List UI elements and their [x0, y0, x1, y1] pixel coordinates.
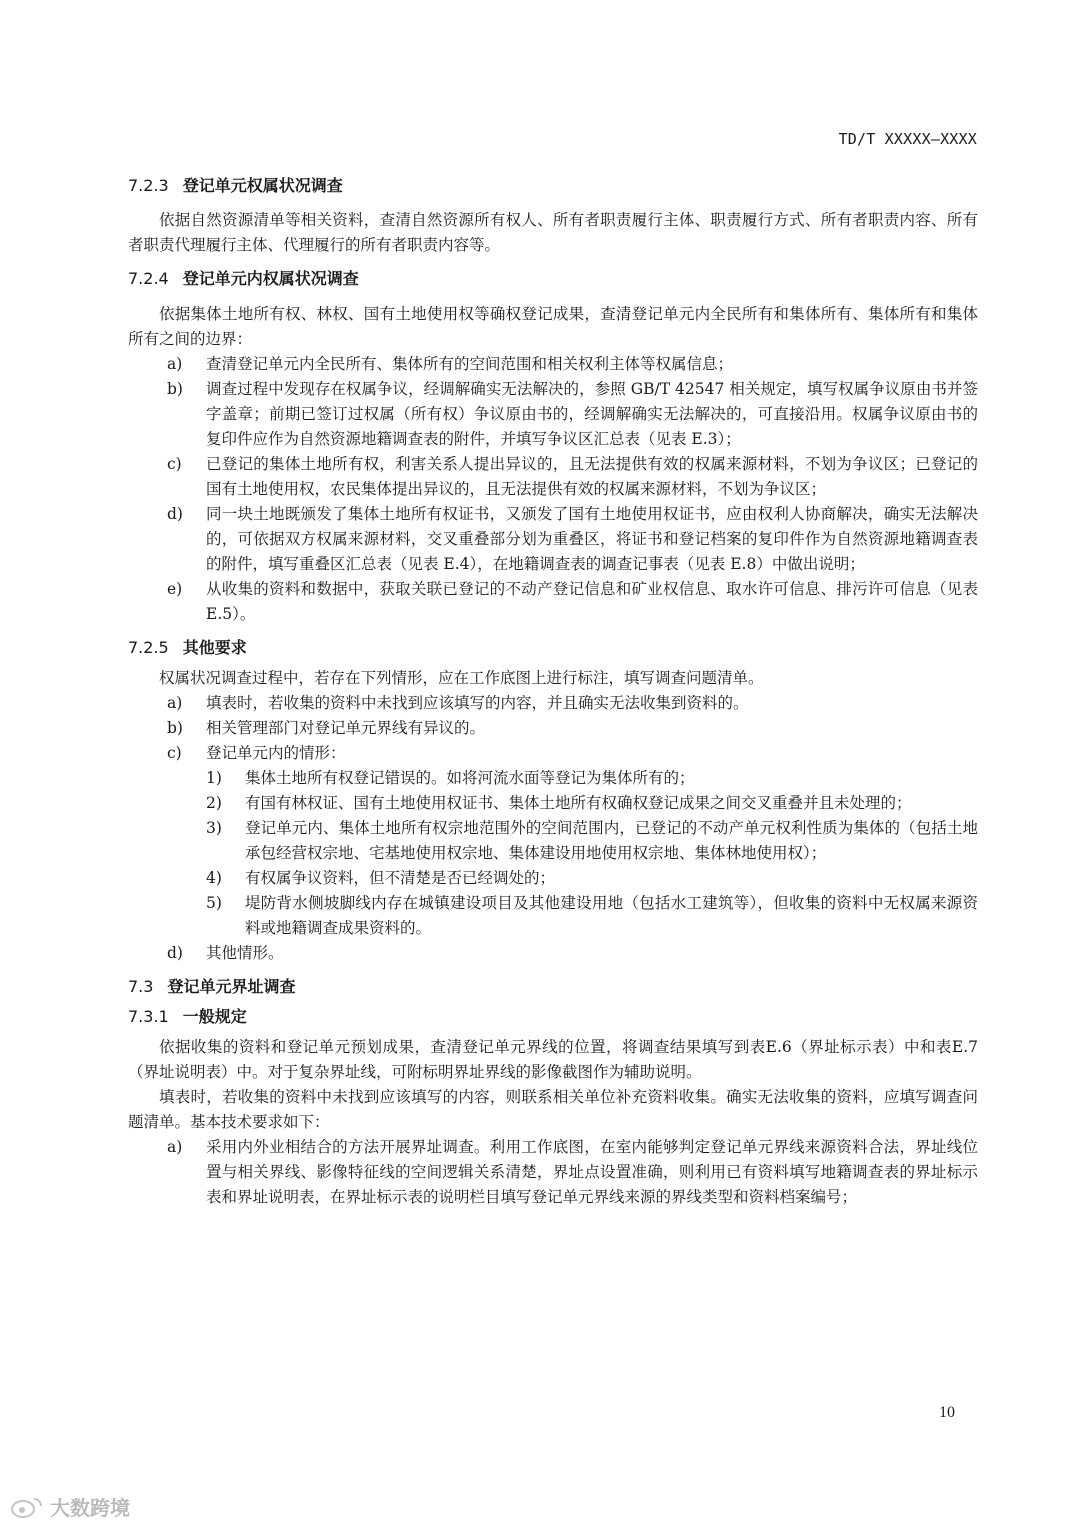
sub-list-item — [206, 891, 978, 941]
section-title: 一般规定 — [182, 1007, 247, 1026]
list-text: 采用内外业相结合的方法开展界址调查。利用工作底图，在室内能够判定登记单元界线来源资料合法，界址线位置与相关界线、影像特征线的空间逻辑关系清楚，界址点设置准确，则利用已有资料填写地籍调查表的界址标示表和界址说明表，在界址标示表的说明栏目填写登记单元界线来源的界线类型和资料档案编号； — [206, 1138, 978, 1206]
sub-list-item — [206, 866, 978, 891]
section-title: 登记单元界址调查 — [167, 977, 296, 996]
weibo-logo-icon — [10, 1495, 44, 1519]
paragraph: 权属状况调查过程中，若存在下列情形，应在工作底图上进行标注，填写调查问题清单。 — [159, 669, 764, 687]
list-text: 其他情形。 — [206, 944, 284, 962]
list-marker: a) — [167, 694, 183, 712]
list-text: 查清登记单元内全民所有、集体所有的空间范围和相关权利主体等权属信息； — [206, 355, 734, 373]
list-marker: c) — [167, 455, 182, 473]
list-marker: d) — [167, 505, 183, 523]
paragraph: 填表时，若收集的资料中未找到应该填写的内容，则联系相关单位补充资料收集。确实无法收集的资料，应填写调查问题清单。基本技术要求如下： — [128, 1088, 978, 1131]
list-item — [167, 377, 978, 452]
page-number: 10 — [939, 1404, 955, 1421]
paragraph: 依据集体土地所有权、林权、国有土地使用权等确权登记成果，查清登记单元内全民所有和集体所有、集体所有和集体所有之间的边界： — [128, 305, 978, 348]
list-item — [167, 352, 978, 377]
list-text: 已登记的集体土地所有权，利害关系人提出异议的，且无法提供有效的权属来源材料，不划为争议区；已登记的国有土地使用权，农民集体提出异议的，且无法提供有效的权属来源材料，不划为争议区； — [206, 455, 978, 498]
section-heading-7-2-3 — [128, 174, 978, 198]
list-item — [167, 452, 978, 502]
section-title: 登记单元内权属状况调查 — [182, 269, 359, 288]
list-marker: a) — [167, 1138, 183, 1156]
section-number: 7.2.5 — [128, 638, 169, 657]
list-text: 同一块土地既颁发了集体土地所有权证书，又颁发了国有土地使用权证书，应由权利人协商解决，确实无法解决的，可依据双方权属来源材料，交叉重叠部分划为重叠区，将证书和登记档案的复印件作为自然资源地籍调查表的附件，填写重叠区汇总表（见表 E.4），在地籍调查表的调查记事表（见表 E.8）中做出说明； — [206, 505, 978, 573]
list-marker: a) — [167, 355, 183, 373]
list-marker: b) — [167, 380, 183, 398]
list-marker: 1) — [206, 769, 222, 787]
list-text: 从收集的资料和数据中，获取关联已登记的不动产登记信息和矿业权信息、取水许可信息、排污许可信息（见表 E.5）。 — [206, 580, 978, 623]
section-heading-7-3 — [128, 975, 978, 999]
document-code: TD/T XXXXX—XXXX — [838, 130, 977, 148]
list-marker: c) — [167, 744, 182, 762]
list-text: 集体土地所有权登记错误的。如将河流水面等登记为集体所有的； — [245, 769, 695, 787]
list-text: 填表时，若收集的资料中未找到应该填写的内容，并且确实无法收集到资料的。 — [206, 694, 749, 712]
section-heading-7-2-5 — [128, 636, 978, 660]
list-marker: e) — [167, 580, 183, 598]
list-item — [167, 716, 978, 741]
sub-list-item — [206, 816, 978, 866]
sub-list-item — [206, 766, 978, 791]
section-title: 其他要求 — [182, 638, 247, 657]
list-text: 有国有林权证、国有土地使用权证书、集体土地所有权确权登记成果之间交叉重叠并且未处理的； — [245, 794, 912, 812]
list-marker: 5) — [206, 894, 222, 912]
watermark-text: 大数跨境 — [50, 1496, 130, 1520]
list-marker: d) — [167, 944, 183, 962]
list-text: 登记单元内的情形： — [206, 744, 346, 762]
paragraph: 依据自然资源清单等相关资料，查清自然资源所有权人、所有者职责履行主体、职责履行方式、所有者职责内容、所有者职责代理履行主体、代理履行的所有者职责内容等。 — [128, 211, 978, 254]
list-text: 有权属争议资料，但不清楚是否已经调处的； — [245, 869, 556, 887]
section-number: 7.2.3 — [128, 176, 169, 195]
watermark — [10, 1492, 130, 1521]
section-title: 登记单元权属状况调查 — [182, 176, 343, 195]
list-item — [167, 1135, 978, 1210]
list-marker: 4) — [206, 869, 222, 887]
list-text: 登记单元内、集体土地所有权宗地范围外的空间范围内，已登记的不动产单元权利性质为集体的（包括土地承包经营权宗地、宅基地使用权宗地、集体建设用地使用权宗地、集体林地使用权）； — [245, 819, 978, 862]
list-text: 调查过程中发现存在权属争议，经调解确实无法解决的，参照 GB/T 42547 相关规定，填写权属争议原由书并签字盖章；前期已签订过权属（所有权）争议原由书的，经调解确实无法解决的，可直接沿用。权属争议原由书的复印件应作为自然资源地籍调查表的附件，并填写争议区汇总表（见表 E.3）； — [206, 380, 978, 448]
list-text: 堤防背水侧坡脚线内存在城镇建设项目及其他建设用地（包括水工建筑等），但收集的资料中无权属来源资料或地籍调查成果资料的。 — [245, 894, 978, 937]
list-item — [167, 577, 978, 627]
list-item — [167, 502, 978, 577]
list-item — [167, 741, 978, 766]
list-marker: 3) — [206, 819, 222, 837]
section-heading-7-2-4 — [128, 267, 978, 291]
section-heading-7-3-1 — [128, 1005, 978, 1029]
section-number: 7.3.1 — [128, 1007, 169, 1026]
list-text: 相关管理部门对登记单元界线有异议的。 — [206, 719, 486, 737]
list-marker: 2) — [206, 794, 222, 812]
section-number: 7.3 — [128, 977, 154, 996]
list-item — [167, 691, 978, 716]
sub-list-item — [206, 791, 978, 816]
page-body — [128, 174, 978, 1210]
list-item — [167, 941, 978, 966]
paragraph: 依据收集的资料和登记单元预划成果，查清登记单元界线的位置，将调查结果填写到表E.6（界址标示表）中和表E.7（界址说明表）中。对于复杂界址线，可附标明界址界线的影像截图作为辅助说明。 — [128, 1038, 978, 1081]
list-marker: b) — [167, 719, 183, 737]
section-number: 7.2.4 — [128, 269, 169, 288]
